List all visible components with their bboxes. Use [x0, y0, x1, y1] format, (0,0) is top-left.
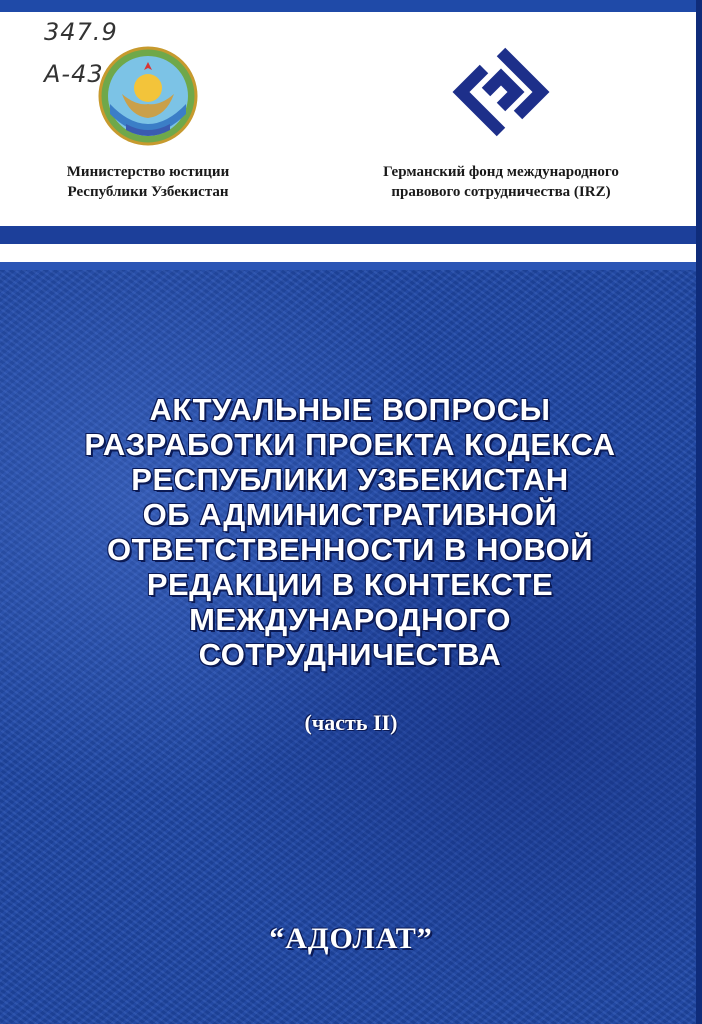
- top-edge-stripe: [0, 0, 702, 12]
- title-line: СОТРУДНИЧЕСТВА: [198, 637, 502, 672]
- divider-stripe-light: [0, 262, 702, 270]
- title-line: АКТУАЛЬНЫЕ ВОПРОСЫ: [149, 392, 551, 427]
- title-line: ОБ АДМИНИСТРАТИВНОЙ: [142, 497, 558, 532]
- ministry-of-justice-label: [30, 162, 266, 202]
- title-line: ОТВЕТСТВЕННОСТИ В НОВОЙ: [106, 532, 593, 567]
- ministry-line-2: Республики Узбекистан: [67, 184, 229, 200]
- right-edge-shadow: [696, 0, 702, 1024]
- call-number-line-2: А-43: [44, 60, 104, 88]
- call-number-line-1: 347.9: [44, 18, 118, 46]
- uzbekistan-state-emblem-icon: [96, 44, 200, 148]
- publisher-name: “АДОЛАТ”: [269, 922, 433, 955]
- title-line: РАЗРАБОТКИ ПРОЕКТА КОДЕКСА: [84, 427, 616, 462]
- title-line: МЕЖДУНАРОДНОГО: [189, 602, 511, 637]
- irz-line-2: правового сотрудничества (IRZ): [391, 184, 611, 200]
- ministry-line-1: Министерство юстиции: [66, 164, 230, 180]
- book-title: [40, 392, 660, 672]
- divider-stripe-white: [0, 244, 702, 262]
- divider-stripe-dark: [0, 226, 702, 244]
- title-line: РЕДАКЦИИ В КОНТЕКСТЕ: [146, 567, 554, 602]
- irz-foundation-label: [352, 162, 650, 202]
- irz-diamond-logo-icon: [446, 42, 556, 142]
- title-line: РЕСПУБЛИКИ УЗБЕКИСТАН: [131, 462, 569, 497]
- irz-line-1: Германский фонд международного: [383, 164, 619, 180]
- volume-part-label: (часть II): [304, 710, 398, 735]
